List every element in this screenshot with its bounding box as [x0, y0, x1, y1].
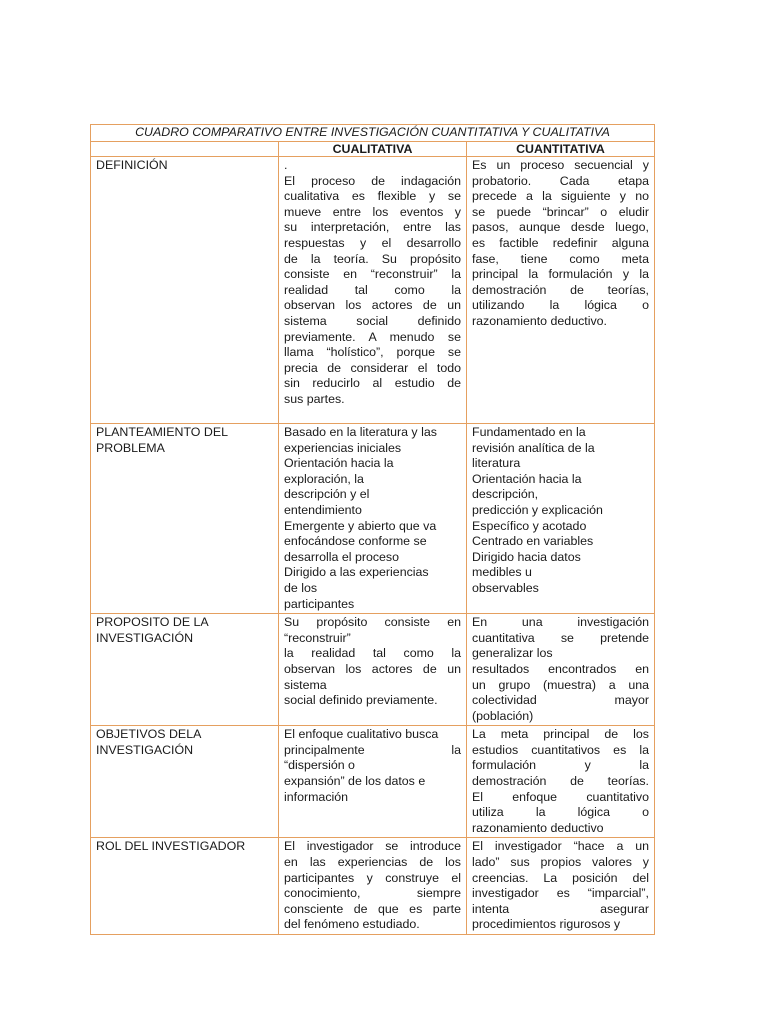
- cell-text-line: un grupo (muestra) a una: [472, 677, 649, 692]
- cell-text-line: descripción,: [472, 487, 539, 502]
- row-label: [91, 726, 279, 838]
- cell-cuantitativa: [467, 424, 655, 614]
- cell-text-line: enfocándose conforme se: [284, 534, 427, 549]
- cell-text-line: consciente de que es parte: [284, 901, 461, 916]
- cell-text-line: Emergente y abierto que va: [284, 518, 437, 533]
- cell-text-line: resultados encontrados en: [472, 661, 649, 676]
- cell-text-line: conocimiento, siempre: [284, 886, 461, 901]
- row-definicion: [91, 157, 655, 424]
- cell-text-line: El enfoque cualitativo busca: [284, 727, 439, 742]
- row-label: [91, 614, 279, 726]
- cell-text-line: exploración, la: [284, 471, 364, 486]
- cell-text-line: Dirigido hacia datos: [472, 549, 581, 564]
- cell-text-line: utiliza la lógica o: [472, 805, 649, 820]
- cell-text-line: Centrado en variables: [472, 534, 594, 549]
- title-row: [91, 125, 655, 142]
- cell-text-line: de la teoría. Su propósito: [284, 251, 461, 266]
- row-proposito: [91, 614, 655, 726]
- cell-text-line: consiste en “reconstruir” la: [284, 267, 461, 282]
- cell-text-line: revisión analítica de la: [472, 440, 595, 455]
- cell-text-line: su interpretación, entre las: [284, 220, 461, 235]
- row-label-line: PLANTEAMIENTO DEL: [96, 425, 228, 439]
- row-label-line: OBJETIVOS DELA: [96, 727, 202, 742]
- cell-text-line: medibles u: [472, 565, 532, 580]
- cell-text-line: en las experiencias de los: [284, 855, 461, 870]
- cell-text-line: demostración de teorías.: [472, 774, 649, 789]
- cell-text-line: es factible redefinir alguna: [472, 235, 649, 250]
- cell-text-line: información: [284, 789, 349, 804]
- row-label-line: PROBLEMA: [96, 440, 165, 455]
- cell-text-line: precede a la siguiente y no: [472, 189, 649, 204]
- comparison-table: [90, 124, 655, 935]
- cell-text-line: sistema social definido: [284, 313, 461, 328]
- cell-text-line: llama “holístico”, porque se: [284, 345, 461, 360]
- cell-text-line: desarrolla el proceso: [284, 549, 400, 564]
- cell-text-line: Orientación hacia la: [284, 456, 394, 471]
- cell-text-line: la realidad tal como la: [284, 646, 461, 661]
- cell-text-line: generalizar los: [472, 646, 553, 661]
- cell-text-line: literatura: [472, 456, 521, 471]
- cell-text-line: Dirigido a las experiencias: [284, 565, 429, 580]
- cell-cualitativa: [279, 614, 467, 726]
- cell-text-line: Específico y acotado: [472, 518, 587, 533]
- cell-cuantitativa: [467, 838, 655, 935]
- row-planteamiento: [91, 424, 655, 614]
- cell-text-line: intenta asegurar: [472, 901, 649, 916]
- cell-text-line: estudios cuantitativos es la: [472, 742, 649, 757]
- cell-text-line: Orientación hacia la: [472, 471, 582, 486]
- cell-text-line: social definido previamente.: [284, 693, 438, 708]
- cell-text-line: razonamiento deductivo: [472, 820, 604, 835]
- cell-text-line: experiencias iniciales: [284, 440, 402, 455]
- cell-text-line: precia de considerar el todo: [284, 360, 461, 375]
- cell-text-line: observables: [472, 580, 539, 595]
- column-header-cuantitativa: CUANTITATIVA: [467, 142, 655, 157]
- row-label-line: ROL DEL INVESTIGADOR: [96, 839, 246, 854]
- row-rol-investigador: [91, 838, 655, 935]
- cell-text-line: pasos, aunque desde luego,: [472, 220, 649, 235]
- column-header-cualitativa: CUALITATIVA: [279, 142, 467, 157]
- cell-text-line: participantes y construye el: [284, 870, 461, 885]
- cell-text-line: El proceso de indagación: [284, 173, 461, 188]
- cell-text-line: cualitativa es flexible y se: [284, 189, 461, 204]
- cell-text-line: se puede “brincar” o eludir: [472, 204, 649, 219]
- cell-text-line: Es un proceso secuencial y: [472, 158, 649, 172]
- cell-text-line: fase, tiene como meta: [472, 251, 649, 266]
- cell-text-line: Basado en la literatura y las: [284, 425, 437, 439]
- cell-text-line: mueve entre los eventos y: [284, 204, 461, 219]
- row-objetivos: [91, 726, 655, 838]
- cell-text-line: sistema: [284, 677, 327, 692]
- cell-text-line: Su propósito consiste en: [284, 615, 461, 630]
- row-label-line: INVESTIGACIÓN: [96, 630, 194, 645]
- cell-text-line: El enfoque cuantitativo: [472, 789, 649, 804]
- cell-text-line: del fenómeno estudiado.: [284, 917, 420, 932]
- cell-text-line: descripción y el: [284, 487, 370, 502]
- row-label-line: INVESTIGACIÓN: [96, 742, 194, 757]
- table-title: CUADRO COMPARATIVO ENTRE INVESTIGACIÓN CUANTITATIVA Y CUALITATIVA: [91, 125, 655, 142]
- cell-text-line: investigador es “imparcial”,: [472, 886, 649, 901]
- row-label-line: DEFINICIÓN: [96, 158, 168, 172]
- cell-text-line: razonamiento deductivo.: [472, 313, 608, 328]
- cell-text-line: de los: [284, 580, 318, 595]
- cell-text-line: creencias. La posición del: [472, 870, 649, 885]
- cell-text-line: Fundamentado en la: [472, 425, 586, 439]
- cell-text-line: sus partes.: [284, 391, 345, 406]
- column-header-empty: [91, 142, 279, 157]
- cell-cuantitativa: [467, 157, 655, 424]
- cell-text-line: principal la formulación y la: [472, 267, 649, 282]
- cell-text-line: El investigador se introduce: [284, 839, 461, 854]
- cell-text-line: participantes: [284, 596, 355, 611]
- cell-text-line: colectividad mayor: [472, 693, 649, 708]
- cell-cuantitativa: [467, 614, 655, 726]
- cell-text-line: En una investigación: [472, 615, 649, 630]
- column-header-row: [91, 142, 655, 157]
- cell-text-line: previamente. A menudo se: [284, 329, 461, 344]
- cell-text-line: “reconstruir”: [284, 630, 351, 645]
- row-label-line: PROPOSITO DE LA: [96, 615, 209, 630]
- cell-text-line: entendimiento: [284, 502, 362, 517]
- cell-cualitativa: [279, 424, 467, 614]
- cell-text-line: realidad tal como la: [284, 282, 461, 297]
- cell-cualitativa: [279, 157, 467, 424]
- row-label: [91, 424, 279, 614]
- cell-text-line: predicción y explicación: [472, 502, 603, 517]
- row-label: [91, 157, 279, 424]
- cell-text-line: El investigador “hace a un: [472, 839, 649, 854]
- cell-text-line: procedimientos rigurosos y: [472, 917, 621, 932]
- cell-text-line: demostración de teorías,: [472, 282, 649, 297]
- cell-text-line: sin reducirlo al estudio de: [284, 376, 461, 391]
- row-label: [91, 838, 279, 935]
- cell-text-line: observan los actores de un: [284, 661, 461, 676]
- cell-text-line: utilizando la lógica o: [472, 298, 649, 313]
- cell-text-line: observan los actores de un: [284, 298, 461, 313]
- cell-text-line: (población): [472, 708, 534, 723]
- cell-text-line: respuestas y el desarrollo: [284, 235, 461, 250]
- cell-text-line: lado” sus propios valores y: [472, 855, 649, 870]
- cell-text-line: formulación y la: [472, 758, 649, 773]
- cell-text-line: expansión” de los datos e: [284, 774, 426, 789]
- cell-text-line: cuantitativa se pretende: [472, 630, 649, 645]
- cell-text-line: “dispersión o: [284, 758, 355, 773]
- cell-text-line: probatorio. Cada etapa: [472, 173, 649, 188]
- cell-cualitativa: [279, 838, 467, 935]
- cell-text-line: .: [284, 158, 288, 172]
- cell-text-line: La meta principal de los: [472, 727, 649, 742]
- cell-cualitativa: [279, 726, 467, 838]
- cell-cuantitativa: [467, 726, 655, 838]
- cell-text-line: principalmente la: [284, 742, 461, 757]
